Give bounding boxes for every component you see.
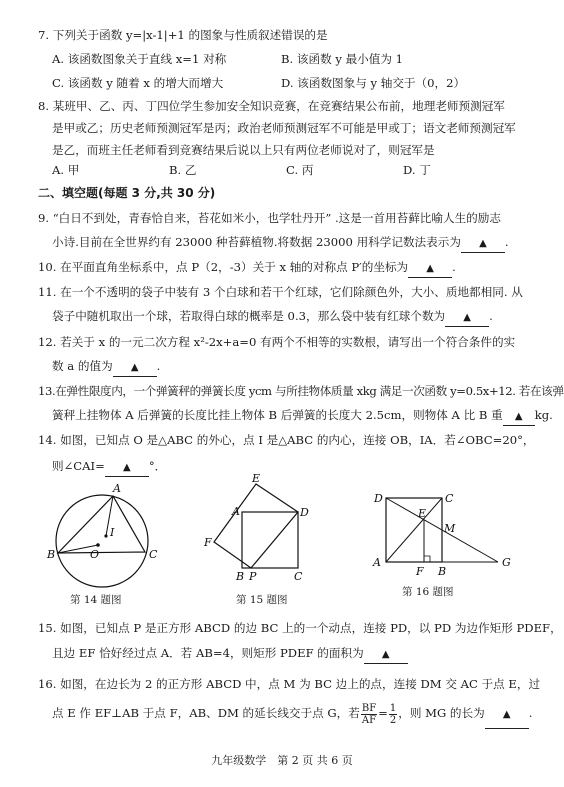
frac-denominator: AF [361,714,377,726]
half-numerator: 1 [389,702,397,714]
q13-line2 [52,407,553,426]
label-b: B [47,548,56,561]
blank-triangle: ▲ [426,263,434,274]
label-e: E [252,474,261,485]
q7-option-d: D. 该函数图象与 y 轴交于（0，2） [281,76,466,90]
q16-text-a: 点 E 作 EF⊥AB 于点 F，AB、DM 的延长线交于点 G，若 [52,706,360,720]
q8-option-a: A. 甲 [52,163,80,177]
q13-end: kg. [534,408,553,422]
q15-line1: 15. 如图，已知点 P 是正方形 ABCD 的边 BC 上的一个动点，连接 PD，以 PD 为边作矩形 PDEF， [38,621,562,635]
fraction-bf-af [361,703,377,726]
q7-stem: 7. 下列关于函数 y=|x-1|+1 的图象与性质叙述错误的是 [38,28,328,42]
blank-triangle: ▲ [502,709,511,720]
label-m: M [444,522,456,535]
page-footer: 九年级数学 第 2 页 共 6 页 [211,754,353,767]
frac-numerator: BF [361,702,377,714]
answer-blank [408,259,452,278]
q12-end: . [156,359,161,373]
point-i [104,534,107,537]
q13-line1: 13.在弹性限度内，一个弹簧秤的弹簧长度 ycm 与所挂物体质量 xkg 满足一次函数 y=0.5x+12. 若在该弹 [38,384,564,398]
blank-triangle: ▲ [479,238,487,249]
q14-end: °． [148,459,167,473]
label-i: I [110,526,115,539]
q11-text: 袋子中随机取出一个球，若取得白球的概率是 0.3，那么袋中装有红球个数为 [52,309,446,323]
square-abcd [242,512,298,568]
q12-text: 数 a 的值为 [52,359,113,373]
label-b: B [438,565,447,578]
q8-line3: 是乙，而班主任老师看到竞赛结果后说以上只有两位老师说对了，则冠军是 [52,143,435,157]
q16-line1: 16. 如图，在边长为 2 的正方形 ABCD 中，点 M 为 BC 边上的点，连接 DM 交 AC 于点 E，过 [38,677,541,691]
q13-text: 簧秤上挂物体 A 后弹簧的长度比挂上物体 B 后弹簧的长度大 2.5cm，则物体 A 比 B 重 [52,408,503,422]
q8-line1: 8. 某班甲、乙、丙、丁四位学生参加安全知识竞赛，在竞赛结果公布前，地理老师预测冠军 [38,99,505,113]
label-c: C [445,492,454,505]
q14-line1: 14. 如图，已知点 O 是△ABC 的外心，点 I 是△ABC 的内心，连接 OB，IA．若∠OBC=20°， [38,433,535,447]
caption-fig15: 第 15 题图 [236,594,288,606]
q12-line1: 12. 若关于 x 的一元二次方程 x²-2x+a=0 有两个不相等的实数根，请写出一个符合条件的实 [38,335,516,349]
q14-text: 则∠CAI= [52,459,105,473]
rectangle-pdef [214,484,298,568]
blank-triangle: ▲ [514,411,523,422]
blank-triangle: ▲ [463,312,471,323]
q10-text: 10. 在平面直角坐标系中，点 P（2，-3）关于 x 轴的对称点 P′的坐标为 [38,260,409,274]
answer-blank [105,458,149,477]
q16-line2 [52,700,532,729]
q15-line2 [52,645,408,664]
label-d: D [300,506,309,519]
q8-line2: 是甲或乙；历史老师预测冠军是丙；政治老师预测冠军不可能是甲或丁；语文老师预测冠军 [52,121,516,135]
caption-fig16: 第 16 题图 [402,586,454,598]
answer-blank [445,308,489,327]
answer-blank [485,700,529,729]
label-o: O [90,548,100,561]
figure-15 [200,474,320,594]
answer-blank [503,407,535,426]
caption-fig14: 第 14 题图 [70,594,122,606]
label-b: B [236,570,245,583]
q7-option-b: B. 该函数 y 最小值为 1 [281,52,404,66]
label-c: C [149,548,158,561]
q11-line2 [52,308,493,327]
blank-triangle: ▲ [123,462,131,473]
q9-line1: 9. “白日不到处，青春恰自来，苔花如米小，也学牡丹开” .这是一首用苔藓比喻人生的励志 [38,211,501,225]
label-p: P [249,570,257,583]
q11-line1: 11. 在一个不透明的袋子中装有 3 个白球和若干个红球，它们除颜色外，大小、质地都相同. 从 [38,285,523,299]
q16-end: . [528,706,533,720]
figure-16 [368,486,528,578]
q8-option-d: D. 丁 [403,163,431,177]
half-denominator: 2 [389,714,397,726]
label-e: E [418,507,427,520]
q11-end: . [489,309,493,323]
label-a: A [232,505,240,518]
q7-option-a: A. 该函数图象关于直线 x=1 对称 [52,52,227,66]
answer-blank [364,645,408,664]
q9-end: . [504,235,509,249]
q15-text: 且边 EF 恰好经过点 A．若 AB=4，则矩形 PDEF 的面积为 [52,646,364,660]
q10-end: . [452,260,456,274]
point-o [96,543,100,547]
label-f: F [416,565,424,578]
equals-sign: = [378,706,388,720]
q16-text-b: ，则 MG 的长为 [398,706,485,720]
diagonal-ac [386,498,442,562]
q8-option-b: B. 乙 [169,163,197,177]
answer-blank [461,234,505,253]
label-d: D [374,492,383,505]
label-f: F [204,536,212,549]
q10-line [38,259,456,278]
triangle-abc [58,496,145,553]
fraction-one-half [389,703,397,726]
label-a: A [373,556,381,569]
label-a: A [113,482,121,495]
q9-text: 小诗.目前在全世界约有 23000 种苔藓植物.将数据 23000 用科学记数法表示为 [52,235,461,249]
blank-triangle: ▲ [130,362,139,373]
q7-option-c: C. 该函数 y 随着 x 的增大而增大 [52,76,224,90]
q8-option-c: C. 丙 [286,163,314,177]
blank-triangle: ▲ [381,649,390,660]
q12-line2 [52,358,160,377]
label-g: G [502,556,511,569]
label-c: C [294,570,303,583]
right-angle-mark [424,556,430,562]
figure-14 [38,478,168,590]
q9-line2 [52,234,509,253]
section-title: 二、填空题(每题 3 分,共 30 分) [38,186,216,200]
q14-line2 [52,458,166,477]
answer-blank [113,358,157,377]
